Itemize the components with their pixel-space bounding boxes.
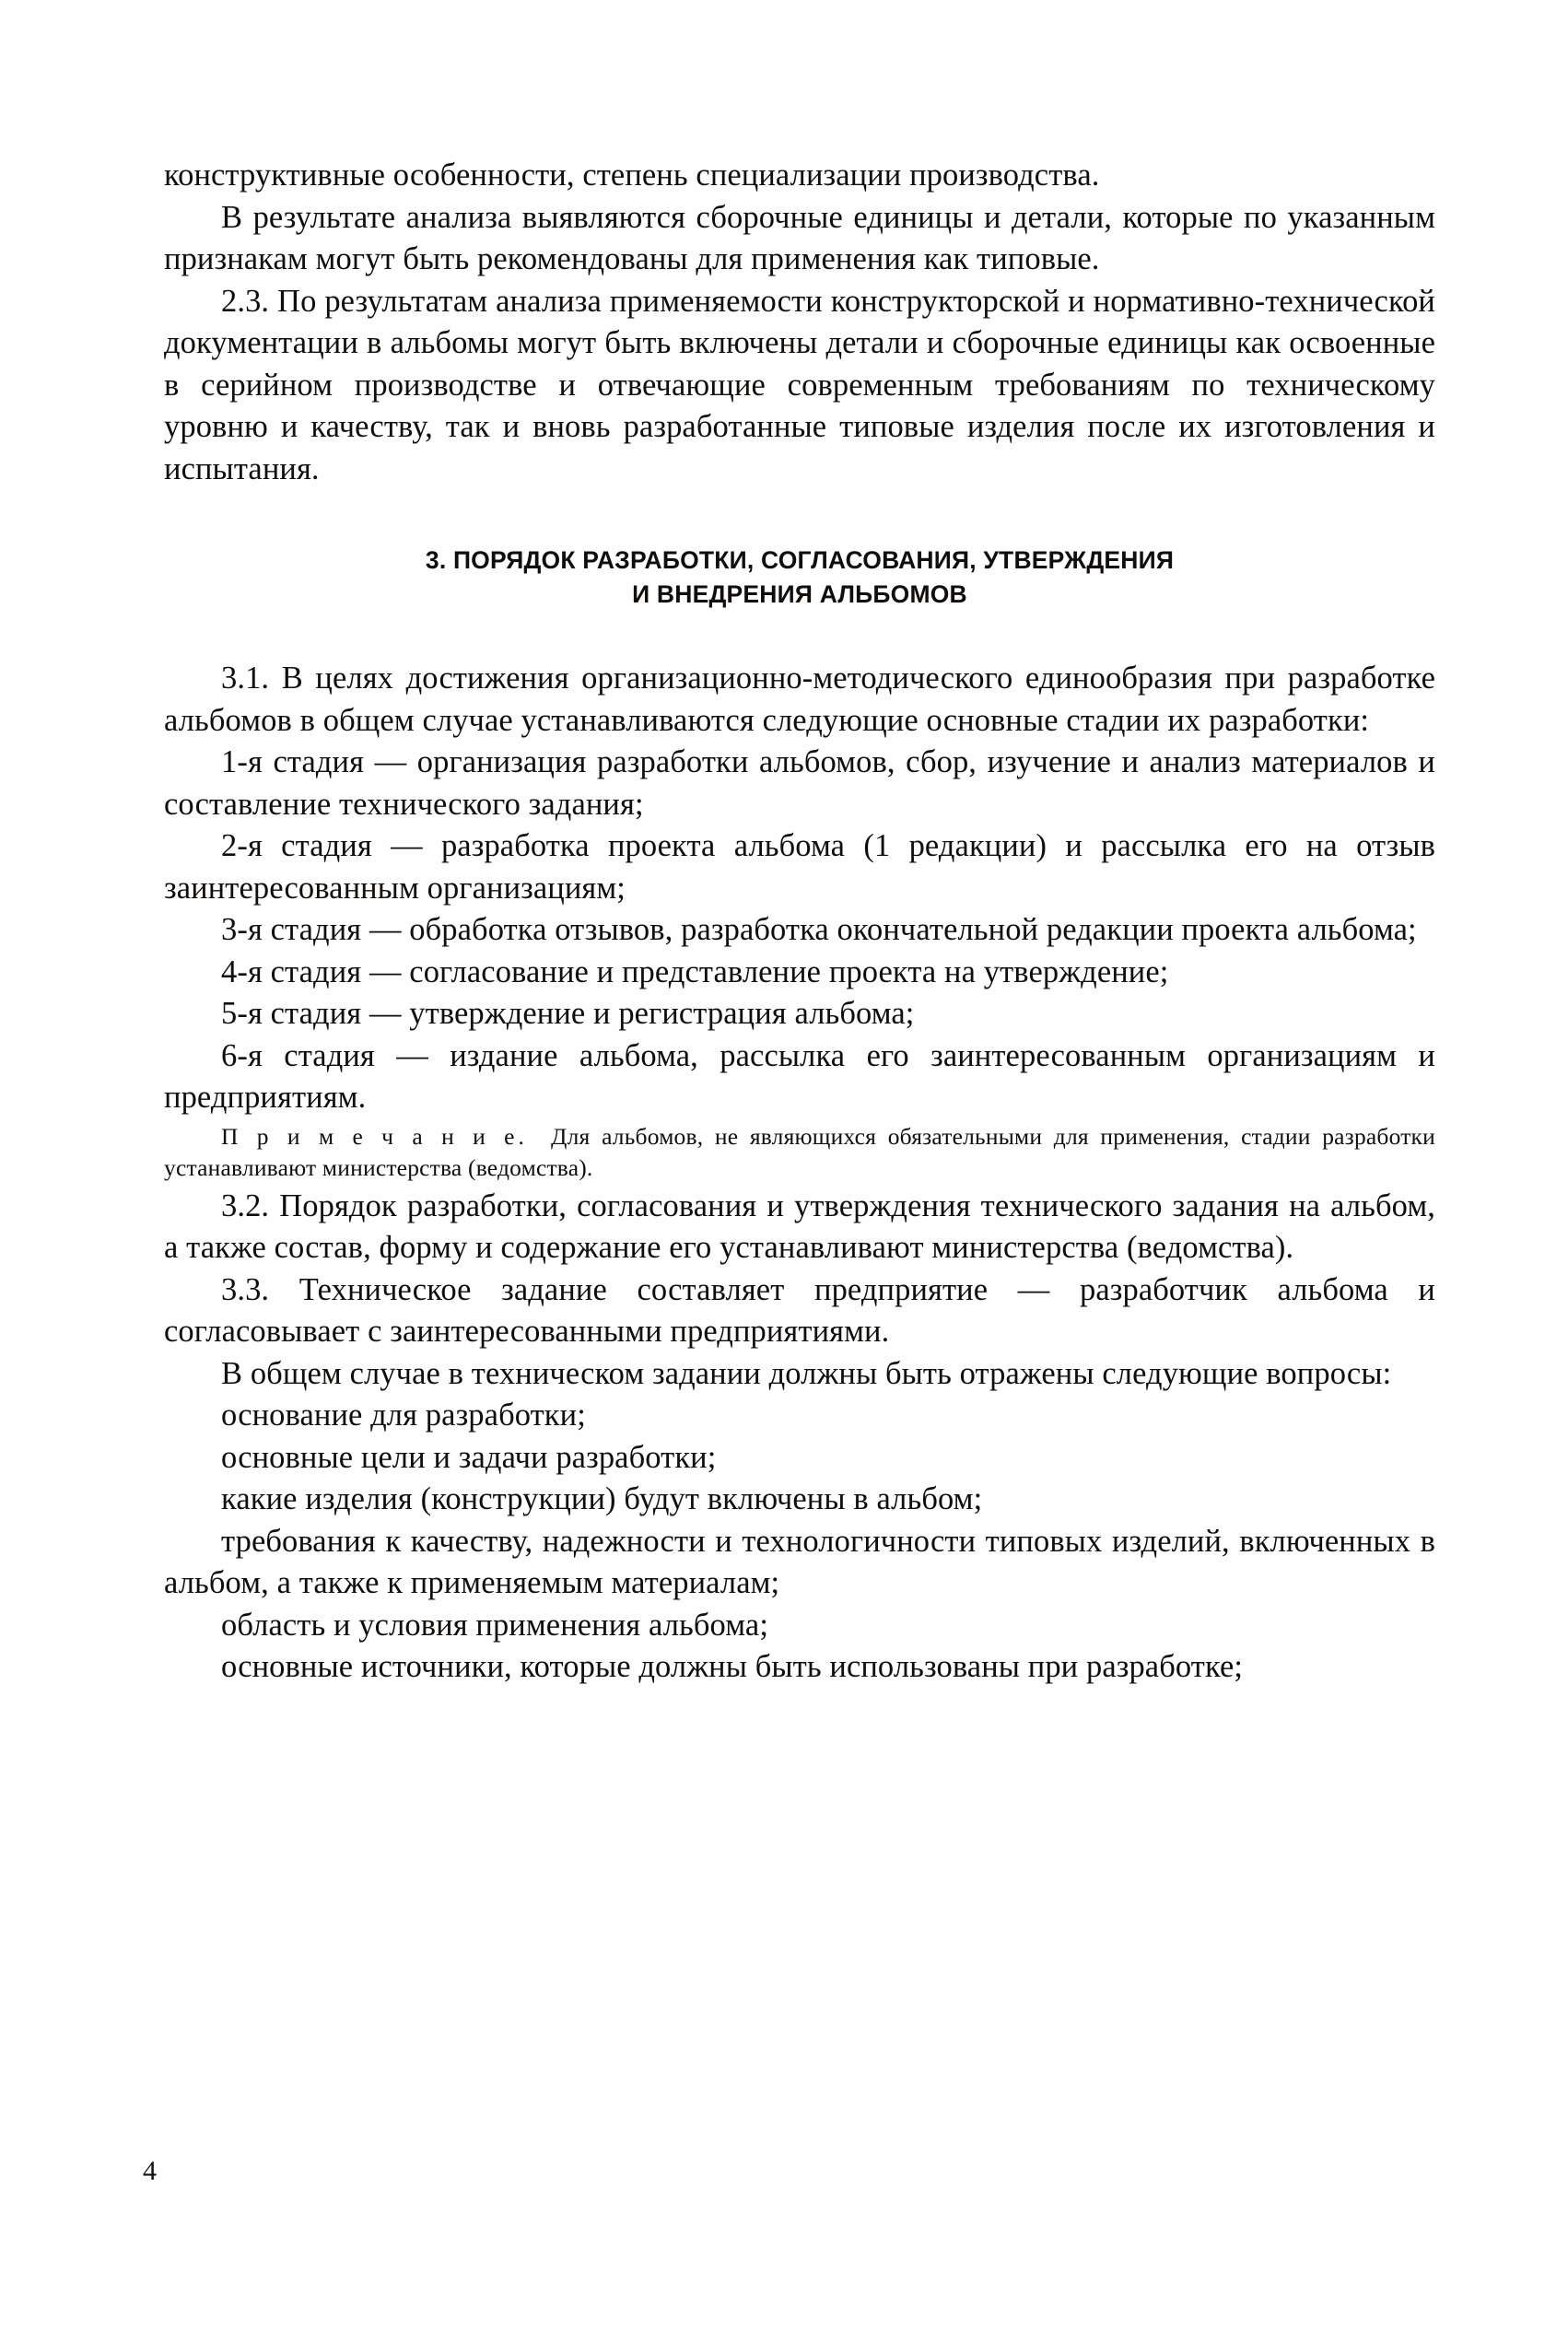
note-block [164, 1121, 1435, 1184]
paragraph: 2.3. По результатам анализа применяемости конструкторской и нормативно-технической документации в альбомы могут быть включены детали и сборочные единицы как освоенные в серийном производстве и отвечающие современным требованиям по техническому уровню и качеству, так и вновь разработанные типовые изделия после их изготовления и испытания. [164, 283, 1435, 486]
paragraph: 2-я стадия — разработка проекта альбома (1 редакции) и рассылка его на отзыв заинтересованным организациям; [164, 828, 1435, 906]
paragraph: 5-я стадия — утверждение и регистрация альбома; [221, 996, 915, 1031]
note-text: Для альбомов, не являющихся обязательными для применения, стадии разработки устанавливают министерства (ведомства). [164, 1122, 1435, 1181]
paragraph: 6-я стадия — издание альбома, рассылка его заинтересованным организациям и предприятиям. [164, 1037, 1435, 1115]
list-item: основные источники, которые должны быть использованы при разработке; [221, 1649, 1244, 1684]
list-item: какие изделия (конструкции) будут включены в альбом; [221, 1481, 983, 1516]
paragraph: 3.2. Порядок разработки, согласования и утверждения технического задания на альбом, а также состав, форму и содержание его устанавливают министерства (ведомства). [164, 1187, 1435, 1265]
list-item: область и условия применения альбома; [221, 1607, 769, 1643]
paragraph: 1-я стадия — организация разработки альбомов, сбор, изучение и анализ материалов и составление технического задания; [164, 744, 1435, 822]
section-heading-line-2: И ВНЕДРЕНИЯ АЛЬБОМОВ [632, 580, 967, 608]
paragraph: 4-я стадия — согласование и представление проекта на утверждение; [221, 953, 1169, 989]
list-item: основание для разработки; [221, 1398, 586, 1433]
paragraph: В результате анализа выявляются сборочные единицы и детали, которые по указанным признакам могут быть рекомендованы для применения как типовые. [164, 199, 1435, 276]
page-content [164, 155, 1435, 1689]
section-heading-line-1: 3. ПОРЯДОК РАЗРАБОТКИ, СОГЛАСОВАНИЯ, УТВЕРЖДЕНИЯ [425, 546, 1175, 574]
page-number: 4 [143, 2156, 157, 2186]
paragraph: 3.1. В целях достижения организационно-методического единообразия при разработке альбомов в общем случае устанавливаются следующие основные стадии их разработки: [164, 661, 1435, 738]
paragraph: 3.3. Техническое задание составляет предприятие — разработчик альбома и согласовывает с заинтересованными предприятиями. [164, 1271, 1435, 1349]
list-item: требования к качеству, надежности и технологичности типовых изделий, включенных в альбом, а также к применяемым материалам; [164, 1523, 1435, 1600]
note-label: П р и м е ч а н и е. [221, 1122, 528, 1150]
paragraph: В общем случае в техническом задании должны быть отражены следующие вопросы: [221, 1355, 1392, 1391]
section-heading [164, 544, 1435, 612]
paragraph: 3-я стадия — обработка отзывов, разработка окончательной редакции проекта альбома; [221, 912, 1417, 947]
list-item: основные цели и задачи разработки; [221, 1439, 717, 1475]
paragraph: конструктивные особенности, степень специализации производства. [164, 158, 1100, 193]
